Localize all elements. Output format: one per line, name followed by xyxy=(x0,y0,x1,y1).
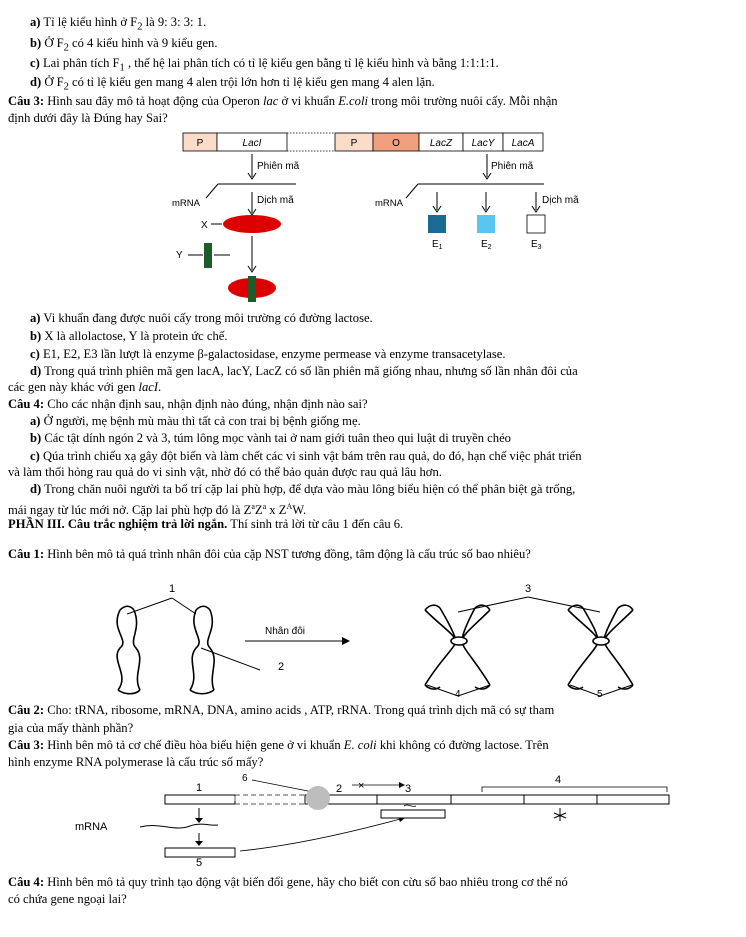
label-3: 3 xyxy=(525,583,532,595)
label-2: 2 xyxy=(336,783,343,795)
mrna-strand xyxy=(140,824,218,828)
e1-label: $E_1$ xyxy=(432,239,443,251)
mrna-label: mRNA xyxy=(75,821,108,833)
mrna-label-left: mRNA xyxy=(172,198,200,209)
complex-green xyxy=(248,276,256,302)
translation-label-right: Dịch mã xyxy=(542,195,579,206)
s4-question: Câu 4: Hình bên mô tả quy trình tạo động vật biến đổi gene, hãy cho biết con cừu số bao nhiêu trong cơ thể nó xyxy=(8,875,568,889)
q4-d: d) Trong chăn nuôi người ta bố trí cặp lai phù hợp, để dựa vào màu lông biểu hiện có thể phân biệt gà trống, xyxy=(30,482,576,496)
q4-c: c) Qúa trình chiếu xạ gây đột biến và làm chết các vi sinh vật bám trên rau quả, do đó, hạn chế việc phát triển xyxy=(30,449,582,463)
gene-regulation-diagram xyxy=(70,770,680,870)
lacz-label: LacZ xyxy=(429,138,453,149)
chromosome-right xyxy=(190,606,214,694)
enzyme-e2 xyxy=(477,215,495,233)
q3-heading-2: định dưới đây là Đúng hay Sai? xyxy=(8,111,168,125)
label-3: 3 xyxy=(405,783,412,795)
protein-x xyxy=(223,215,281,233)
gene-box-1 xyxy=(165,795,235,804)
y-label: Y xyxy=(176,250,183,261)
gene-boxes xyxy=(183,133,543,151)
statement-b: b) Ở $F_2$ có 4 kiểu hình và 9 kiểu gen. xyxy=(30,36,218,54)
enzyme-e1 xyxy=(428,215,446,233)
translation-label-left: Dịch mã xyxy=(257,195,294,206)
x-chromosome-right xyxy=(568,605,633,689)
x-label: X xyxy=(201,220,208,231)
mrna-label-right: mRNA xyxy=(375,198,403,209)
operator-label: O xyxy=(392,138,400,149)
q3-a: a) Vi khuẩn đang được nuôi cấy trong môi trường có đường lactose. xyxy=(30,311,373,325)
q4-b: b) Các tật dính ngón 2 và 3, túm lông mọc vành tai ở nam giới tuân theo qui luật di truyền chéo xyxy=(30,431,511,445)
q4-a: a) Ở người, mẹ bệnh mù màu thì tất cả con trai bị bệnh giống mẹ. xyxy=(30,414,361,428)
chromosome-diagram xyxy=(90,578,670,698)
blocked-mark: × xyxy=(358,780,365,792)
duplication-arrow-label: Nhân đôi xyxy=(265,626,306,637)
s1-question: Câu 1: Hình bên mô tả quá trình nhân đôi của cặp NST tương đồng, tâm động là cấu trúc số bao nhiêu? xyxy=(8,547,531,561)
promoter-label-2: P xyxy=(350,138,358,149)
q3-heading: Câu 3: Hình sau đây mô tả hoạt động của Operon lac ở vi khuẩn E.coli trong môi trường nuôi cấy. Mỗi nhận xyxy=(8,94,558,108)
statement-c: c) Lai phân tích $F_1$ , thế hệ lai phân tích có tỉ lệ kiểu gen bằng tỉ lệ kiểu hình và bằng 1:1:1:1. xyxy=(30,56,499,74)
transcription-label-right: Phiên mã xyxy=(491,161,534,172)
e2-label: $E_2$ xyxy=(481,239,492,251)
s3-question-2: hình enzyme RNA polymerase là cấu trúc số mấy? xyxy=(8,755,264,769)
label-5: 5 xyxy=(196,857,203,869)
gene-label-1: 1 xyxy=(196,782,203,794)
s2-question-2: gia của mấy thành phần? xyxy=(8,721,134,735)
label-4: 4 xyxy=(455,689,461,700)
repressor-y xyxy=(204,243,212,268)
s2-question: Câu 2: Cho: tRNA, ribosome, mRNA, DNA, amino acids , ATP, rRNA. Trong quá trình dịch mã có sự tham xyxy=(8,703,555,717)
s3-question: Câu 3: Hình bên mô tả cơ chế điều hòa biểu hiện gene ở vi khuẩn E. coli khi không có đường lactose. Trên xyxy=(8,738,549,752)
q3-b: b) X là allolactose, Y là protein ức chế. xyxy=(30,329,228,343)
gene-box-z xyxy=(451,795,524,804)
s4-question-2: có chứa gene ngoại lai? xyxy=(8,892,127,906)
operator-box xyxy=(377,795,451,804)
transcription-label-left: Phiên mã xyxy=(257,161,300,172)
enzyme-e3 xyxy=(527,215,545,233)
label-6: 6 xyxy=(242,773,248,784)
repressor-box xyxy=(165,848,235,857)
laca-label: LacA xyxy=(511,138,535,149)
q4-c-2: và làm thối hỏng rau quả do vi sinh vật, nhờ đó có thể bảo quản được rau quả lâu hơn. xyxy=(8,465,442,479)
q3-d-2: các gen này khác với gen lacI. xyxy=(8,380,162,394)
label-5: 5 xyxy=(597,689,603,700)
e3-label: $E_3$ xyxy=(531,239,542,251)
rna-polymerase xyxy=(306,786,330,810)
laci-label: LacI xyxy=(242,138,262,149)
label-1: 1 xyxy=(169,583,176,595)
q4-heading: Câu 4: Cho các nhận định sau, nhận định nào đúng, nhận định nào sai? xyxy=(8,397,368,411)
part3-heading: PHẦN III. Câu trắc nghiệm trả lời ngắn. Thí sinh trả lời từ câu 1 đến câu 6. xyxy=(8,517,404,531)
lacy-label: LacY xyxy=(471,138,495,149)
statement-a: a) Tỉ lệ kiểu hình ở $F_2$ là 9: 3: 3: 1. xyxy=(30,15,207,33)
gene-dashed-box xyxy=(235,795,305,804)
q3-c: c) E1, E2, E3 lần lượt là enzyme β-galactosidase, enzyme permease và enzyme transacetylase. xyxy=(30,347,506,361)
label-4: 4 xyxy=(555,774,562,786)
x-chromosome-left xyxy=(425,605,490,689)
statement-d: d) Ở $F_2$ có tỉ lệ kiểu gen mang 4 alen trội lớn hơn tỉ lệ kiểu gen mang 4 alen lặn. xyxy=(30,75,435,93)
chromosome-left xyxy=(117,606,140,694)
promoter-label-1: P xyxy=(196,138,204,149)
operon-diagram xyxy=(170,130,579,310)
gene-box-a xyxy=(597,795,669,804)
bound-repressor xyxy=(381,810,445,818)
gene-box-y xyxy=(524,795,597,804)
label-2: 2 xyxy=(278,661,285,673)
q4-d-2: mái ngay từ lúc mới nở. Cặp lai phù hợp đó là $Z^aZ^a$ x $Z^AW$. xyxy=(8,502,307,518)
q3-d: d) Trong quá trình phiên mã gen lacA, lacY, LacZ có số lần phiên mã giống nhau, nhưng số lần nhân đôi của xyxy=(30,364,578,378)
